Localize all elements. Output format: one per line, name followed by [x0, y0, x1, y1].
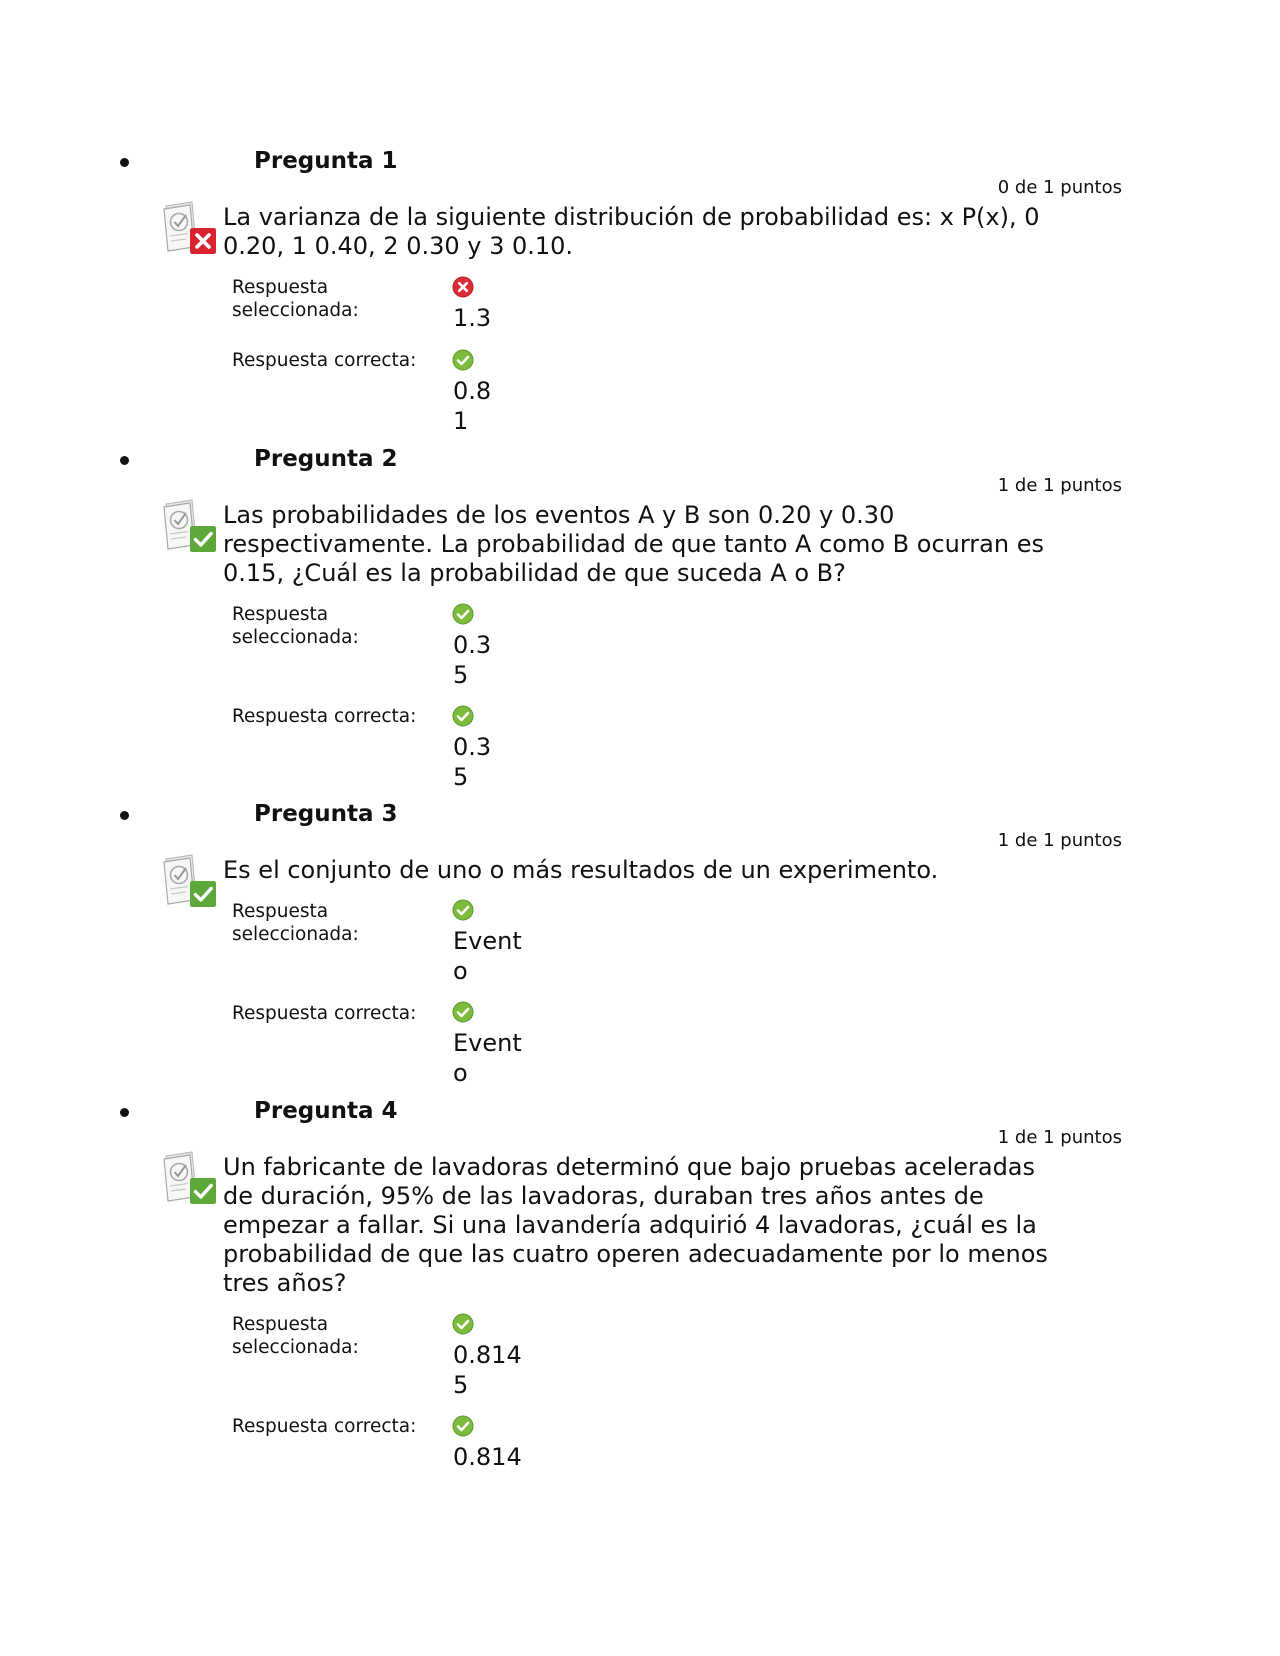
bullet — [120, 158, 129, 167]
selected-answer-label: Respuesta seleccionada: — [232, 901, 359, 945]
selected-answer-label: Respuesta seleccionada: — [232, 1314, 359, 1358]
correct-answer-label: Respuesta correcta: — [232, 350, 417, 371]
points-label: 1 de 1 puntos — [997, 475, 1122, 496]
check-circle-icon — [452, 705, 474, 727]
question-title: Pregunta 1 — [254, 148, 398, 174]
check-circle-icon — [452, 603, 474, 625]
check-circle-icon — [452, 899, 474, 921]
check-circle-icon — [452, 349, 474, 371]
selected-answer-label: Respuesta seleccionada: — [232, 277, 359, 321]
check-circle-icon — [452, 1001, 474, 1023]
points-label: 0 de 1 puntos — [997, 177, 1122, 198]
check-circle-icon — [452, 1415, 474, 1437]
correct-icon — [162, 853, 218, 909]
question-title: Pregunta 2 — [254, 446, 398, 472]
selected-answer-value: 0.35 — [453, 631, 492, 689]
question-title: Pregunta 4 — [254, 1098, 398, 1124]
correct-answer-value: 0.81 — [453, 377, 492, 435]
correct-answer-value: 0.814 — [453, 1443, 522, 1471]
bullet — [120, 456, 129, 465]
correct-answer-value: Evento — [453, 1029, 522, 1087]
points-label: 1 de 1 puntos — [997, 830, 1122, 851]
correct-icon — [162, 1150, 218, 1206]
correct-answer-value: 0.35 — [453, 733, 492, 791]
question-text: Un fabricante de lavadoras determinó que bajo pruebas aceleradas de duración, 95% de las lavadoras, duraban tres años antes de empezar a fallar. Si una lavandería adquirió 4 lavadoras, ¿cuál es la probabilidad de que las cuatro operen adecuadamente por lo menos tres años? — [223, 1153, 1048, 1297]
correct-icon — [162, 498, 218, 554]
bullet — [120, 811, 129, 820]
question-text: Las probabilidades de los eventos A y B son 0.20 y 0.30 respectivamente. La probabilidad de que tanto A como B ocurran es 0.15, ¿Cuál es la probabilidad de que suceda A o B? — [223, 501, 1044, 587]
question-text: Es el conjunto de uno o más resultados de un experimento. — [223, 856, 939, 884]
question-text: La varianza de la siguiente distribución de probabilidad es: x P(x), 0 0.20, 1 0.40, 2 0.30 y 3 0.10. — [223, 203, 1040, 260]
check-circle-icon — [452, 1313, 474, 1335]
x-circle-icon — [452, 276, 474, 298]
question-title: Pregunta 3 — [254, 801, 398, 827]
correct-answer-label: Respuesta correcta: — [232, 1416, 417, 1437]
bullet — [120, 1108, 129, 1117]
correct-answer-label: Respuesta correcta: — [232, 706, 417, 727]
points-label: 1 de 1 puntos — [997, 1127, 1122, 1148]
selected-answer-value: Evento — [453, 927, 522, 985]
correct-answer-label: Respuesta correcta: — [232, 1003, 417, 1024]
selected-answer-value: 0.8145 — [453, 1341, 522, 1399]
selected-answer-value: 1.3 — [453, 304, 492, 332]
selected-answer-label: Respuesta seleccionada: — [232, 604, 359, 648]
incorrect-icon — [162, 200, 218, 256]
